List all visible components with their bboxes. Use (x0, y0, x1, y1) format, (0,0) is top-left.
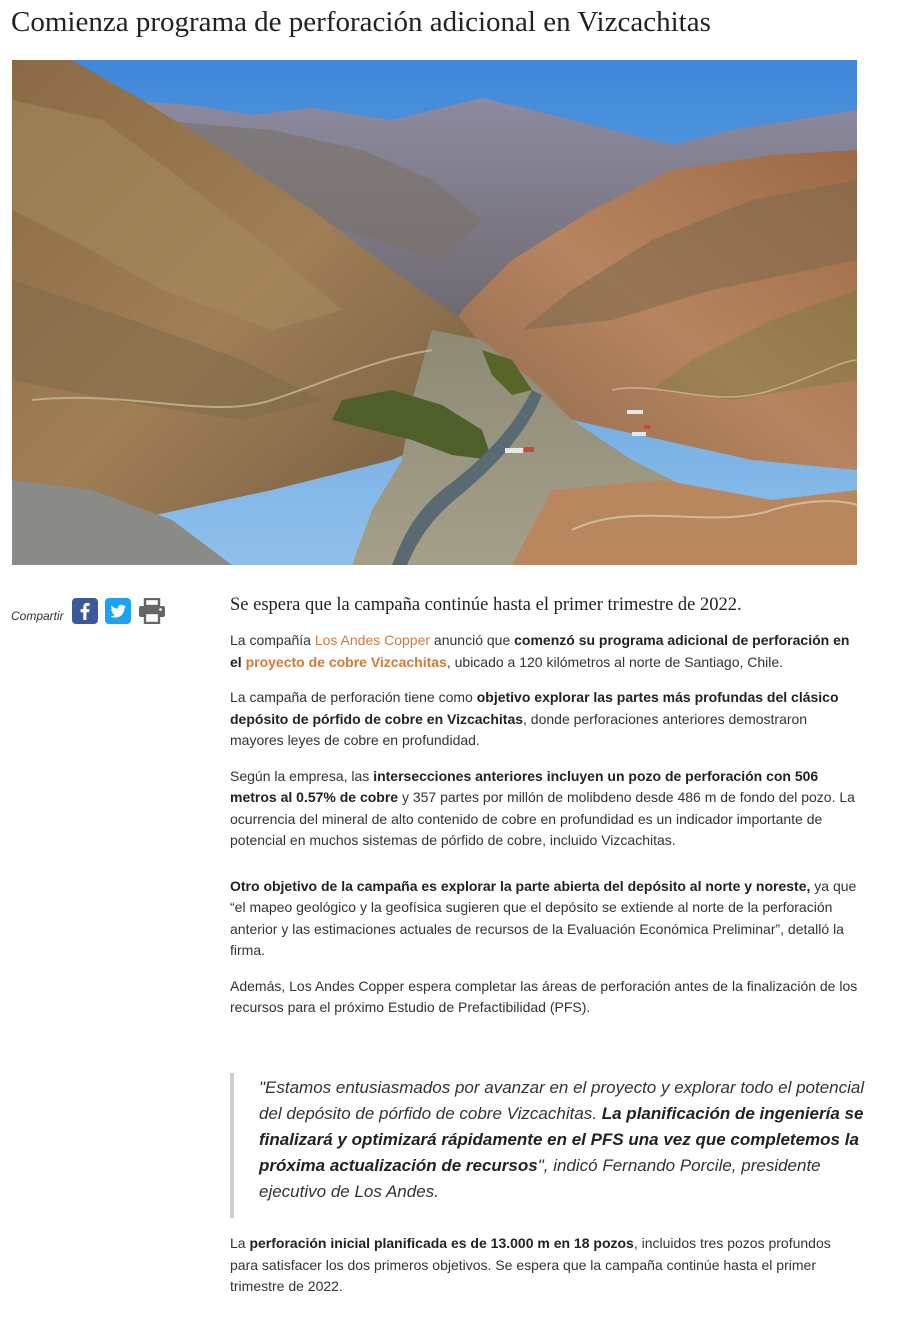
article-body-end (230, 1233, 860, 1312)
text-run: , ubicado a 120 kilómetros al norte de Santiago, Chile. (446, 653, 784, 670)
text-run: "Estamos entusiasmados por avanzar en el proyecto y explorar todo el potencial del depósito de pórfido de cobre Vizcachitas. (259, 1078, 865, 1123)
print-icon[interactable] (138, 598, 164, 624)
text-run: , incluidos tres pozos profundos para satisfacer los dos primeros objetivos. Se espera que la campaña continúe hasta el primer trimestre de 2022. (230, 1235, 831, 1294)
text-run: La (230, 1235, 250, 1251)
bold-run: perforación inicial planificada es de 13.000 m en 18 pozos (249, 1235, 634, 1251)
link-proyecto-vizcachitas[interactable]: proyecto de cobre Vizcachitas (245, 653, 447, 670)
bold-run: Otro objetivo de la campaña es explorar la parte abierta del depósito al norte y noreste, (230, 877, 811, 894)
text-run: ya que “el mapeo geológico y la geofísica sugieren que el depósito se extiende al norte de la perforación anterior y las estimaciones actuales de recursos de la Evaluación Económica Preliminar”, detalló la firma. (230, 877, 857, 958)
text-run: Según la empresa, las (230, 767, 374, 784)
text-run: La campaña de perforación tiene como (230, 689, 477, 705)
share-label: Compartir (11, 609, 64, 623)
paragraph-4 (230, 876, 860, 962)
text-run: La compañía (230, 632, 315, 648)
text-run: ", indicó Fernando Porcile, presidente ejecutivo de Los Andes. (259, 1156, 821, 1201)
bold-run: comenzó su programa adicional de perforación en el (230, 632, 850, 670)
pull-quote (230, 1073, 869, 1218)
paragraph-5 (230, 976, 860, 1019)
bold-run: intersecciones anteriores incluyen un pozo de perforación con 506 metros al 0.57% de cobre (230, 767, 819, 805)
link-los-andes-copper[interactable]: Los Andes Copper (314, 632, 431, 648)
quote-text (259, 1073, 869, 1205)
text-run: anunció que (430, 632, 515, 648)
paragraph-6 (230, 1233, 860, 1298)
text-run: , donde perforaciones anteriores demostraron mayores leyes de cobre en profundidad. (230, 710, 808, 748)
text-run: Además, Los Andes Copper espera completar las áreas de perforación antes de la finalización de los recursos para el próximo Estudio de Prefactibilidad (PFS). (230, 977, 858, 1015)
bold-run: La planificación de ingeniería se finalizará y optimizará rápidamente en el PFS una vez que completemos la próxima actualización de recursos (259, 1104, 864, 1175)
article-body (230, 592, 860, 1033)
twitter-icon[interactable] (105, 598, 131, 624)
article-title: Comienza programa de perforación adicional en Vizcachitas (11, 6, 711, 38)
facebook-icon[interactable] (72, 598, 98, 624)
valley-photo (12, 60, 857, 565)
share-bar (11, 596, 171, 626)
bold-run: objetivo explorar las partes más profundas del clásico depósito de pórfido de cobre en Vizcachitas (230, 689, 839, 727)
paragraph-1 (230, 630, 860, 673)
article-subtitle: Se espera que la campaña continúe hasta el primer trimestre de 2022. (230, 595, 742, 615)
paragraph-3 (230, 766, 860, 852)
paragraph-2 (230, 687, 860, 752)
text-run: y 357 partes por millón de molibdeno desde 486 m de fondo del pozo. La ocurrencia del mineral de alto contenido de cobre en profundidad es un indicador importante de potencial en muchos sistemas de pórfido de cobre, incluido Vizcachitas. (230, 789, 855, 848)
